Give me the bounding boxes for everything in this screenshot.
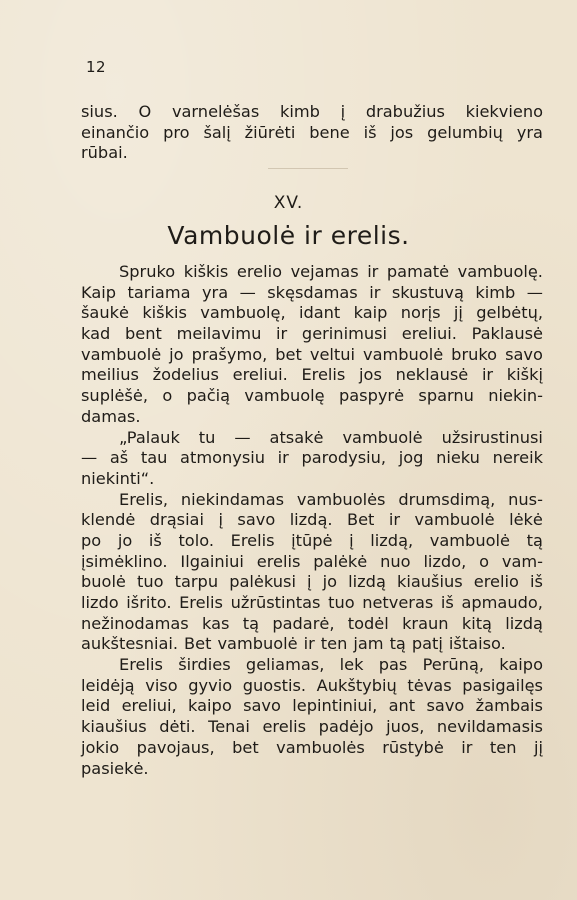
text-line [81, 324, 543, 345]
word: sparnu [418, 386, 474, 406]
text-line [81, 593, 543, 614]
word: iš [440, 593, 454, 612]
word: jos [390, 122, 414, 142]
word: ir [277, 448, 289, 468]
word: — [81, 448, 98, 468]
word: — [239, 282, 256, 302]
word: vambuolę, [200, 303, 286, 323]
word: lizdą. [289, 510, 333, 530]
word: vambuolė [217, 634, 298, 654]
word: kiškis [183, 262, 229, 281]
text-line [81, 510, 543, 531]
word: pro [163, 122, 190, 142]
word: ir [461, 737, 473, 757]
word: viso [145, 675, 178, 695]
word: lėkė [509, 510, 543, 530]
word: jos [359, 365, 382, 385]
word: o [162, 386, 173, 406]
word: tarpu [174, 572, 219, 592]
word: idant [298, 303, 341, 323]
text-line [81, 531, 543, 552]
word: ir [303, 634, 315, 654]
word: Ilgainiui [180, 551, 244, 571]
word: vejamas [290, 262, 359, 281]
text-line [81, 759, 543, 780]
text-line [81, 143, 543, 164]
word: žodelius [152, 365, 219, 385]
word: apmaudo, [461, 593, 543, 612]
word: atmonysiu [180, 448, 266, 468]
word: niekin- [488, 386, 543, 406]
word: kiaušius [396, 572, 463, 592]
word: guostis. [242, 675, 307, 695]
word: pasigailęs [462, 675, 543, 695]
word: kiškis [142, 303, 187, 323]
word: lizdo, [423, 551, 467, 571]
word: skustuvą [391, 282, 464, 302]
word: kiaušius [81, 717, 147, 737]
word: gerinimusi [301, 324, 388, 344]
word: Erelis [179, 593, 223, 612]
word: aukštesniai. [81, 634, 179, 654]
word: suplėšė, [81, 386, 148, 406]
word: Bet [184, 634, 212, 654]
word: palėkė [313, 551, 368, 571]
word: į [349, 530, 354, 550]
word: nus- [508, 489, 543, 509]
text-line [81, 448, 543, 469]
word: tau [140, 448, 168, 468]
word: vambuolė [429, 530, 510, 550]
word: pačią [186, 386, 231, 406]
word: iš [530, 572, 543, 592]
word: jokio [81, 737, 120, 757]
word: į [307, 572, 312, 592]
word: jo [169, 344, 184, 364]
word: jo [117, 530, 133, 550]
word: Aukštybių [316, 675, 397, 695]
text-line [81, 614, 543, 635]
word: erelio [236, 262, 283, 281]
word: širdies [178, 655, 231, 675]
word: įsimėklino. [81, 551, 168, 571]
word: Bet [346, 510, 375, 530]
word: jį [453, 303, 463, 323]
word: niekinti“. [81, 468, 155, 488]
text-line [81, 407, 543, 428]
word: Tenai [208, 717, 250, 737]
word: todėl [347, 613, 389, 633]
word: Spruko [119, 262, 176, 281]
word: kas [202, 613, 230, 633]
word: po [81, 530, 102, 550]
word: lizdą [348, 572, 386, 592]
word: parodysiu, [301, 448, 387, 468]
word: aš [109, 448, 129, 468]
text-line [81, 738, 543, 759]
word: patį [411, 634, 443, 654]
word: pas [378, 655, 408, 675]
text-line [81, 102, 543, 123]
word: kaipo [499, 655, 543, 675]
text-line [81, 262, 543, 283]
word: bet [275, 344, 302, 364]
paragraph [81, 428, 543, 490]
text-line [81, 655, 543, 676]
word: lek [339, 655, 364, 675]
word: lepintiniui, [292, 696, 378, 716]
word: meilius [81, 365, 139, 385]
word: bene [309, 122, 350, 142]
text-line [81, 303, 543, 324]
word: šalį [203, 122, 231, 142]
word: yra [516, 122, 543, 142]
word: pavojaus, [136, 737, 215, 757]
word: nevildamasis [436, 717, 543, 737]
word: Paklausė [471, 324, 543, 344]
text-line [81, 552, 543, 573]
page-number: 12 [86, 58, 107, 76]
word: tu [198, 427, 216, 447]
word: vambuolę. [457, 262, 543, 281]
word: ereliui. [232, 365, 288, 385]
word: tuo [137, 572, 164, 592]
text-line [81, 676, 543, 697]
word: „Palauk [119, 427, 180, 447]
word: šaukė [81, 303, 129, 323]
word: užrūstintas [230, 593, 321, 612]
word: savo [243, 696, 281, 716]
word: — [526, 282, 543, 302]
word: drąsiai [149, 510, 204, 530]
word: ir [481, 365, 494, 385]
word: erelis [256, 551, 301, 571]
word: jam [353, 634, 384, 654]
word: pasiekė. [81, 758, 149, 778]
word: žambais [475, 696, 543, 716]
word: žiūrėti [244, 122, 296, 142]
word: iš [148, 530, 162, 550]
word: savo [426, 696, 465, 716]
word: vambuolės [296, 489, 386, 509]
word: meilavimu [176, 324, 262, 344]
word: leid [81, 696, 111, 716]
word: kraun [402, 613, 449, 633]
text-line [81, 365, 543, 386]
word: užsirustinusi [441, 427, 543, 447]
word: atsakė [269, 427, 324, 447]
word: gelumbių [427, 122, 503, 142]
word: ten [320, 634, 348, 654]
text-line [81, 717, 543, 738]
word: bet [232, 737, 259, 757]
word: varnelėšas [171, 102, 260, 121]
word: erelio [473, 572, 519, 592]
word: ereliui, [121, 696, 177, 716]
word: ir [388, 510, 401, 530]
word: juos, [386, 717, 425, 737]
text-line [81, 386, 543, 407]
word: palėkusi [229, 572, 296, 592]
word: kaipo [188, 696, 232, 716]
word: ereliui. [401, 324, 457, 344]
word: rūbai. [81, 143, 128, 163]
text-line [81, 345, 543, 366]
word: klendė [81, 510, 136, 530]
word: netveras [362, 593, 434, 612]
word: Kaip [81, 282, 117, 302]
word: erelis [262, 717, 307, 737]
word: lizdą, [370, 530, 414, 550]
word: ten [489, 737, 517, 757]
word: ištaiso. [448, 634, 506, 654]
word: iš [363, 122, 377, 142]
word: vam- [501, 551, 543, 571]
word: neklausė [395, 365, 469, 385]
word: tą [526, 530, 543, 550]
word: yra [201, 282, 229, 302]
word: ant [388, 696, 416, 716]
word: tą [242, 613, 260, 633]
text-line [81, 123, 543, 144]
word: bent [125, 324, 162, 344]
word: rūstybė [382, 737, 444, 757]
word: vambuolė [81, 344, 162, 364]
word: Perūną, [422, 655, 485, 675]
word: Erelis [230, 530, 275, 550]
word: Erelis [119, 655, 163, 675]
word: nežinodamas [81, 613, 189, 633]
word: savo [505, 344, 543, 364]
word: ir [369, 282, 381, 302]
word: kimb [475, 282, 516, 302]
word: kiškį [506, 365, 543, 385]
word: tuo [328, 593, 355, 612]
word: bruko [451, 344, 498, 364]
word: vambuolė [363, 344, 444, 364]
word: buolė [81, 572, 126, 592]
word: niekindamas [180, 489, 285, 509]
word: pamatė [386, 262, 450, 281]
word: padarė, [272, 613, 335, 633]
text-line [81, 634, 543, 655]
word: į [218, 510, 223, 530]
word: dėti. [159, 717, 196, 737]
word: jog [398, 448, 424, 468]
word: išrito. [126, 593, 172, 612]
word: tolo. [178, 530, 214, 550]
word: vambuolės [276, 737, 365, 757]
chapter-title: Vambuolė ir erelis. [167, 221, 410, 250]
word: einančio [81, 122, 150, 142]
word: O [138, 102, 152, 121]
word: kiekvieno [465, 102, 543, 121]
text-line [81, 283, 543, 304]
word: lizdo [81, 593, 119, 612]
word: vambuolė [414, 510, 495, 530]
word: drumsdimą, [398, 489, 496, 509]
word: nuo [380, 551, 411, 571]
text-line [81, 572, 543, 593]
word: jo [322, 572, 338, 592]
word: Erelis [301, 365, 346, 385]
word: norįs [400, 303, 441, 323]
word: nieku [436, 448, 480, 468]
intro-paragraph [81, 102, 543, 164]
paragraph [81, 490, 543, 656]
word: tą [389, 634, 406, 654]
chapter-number: XV. [273, 193, 304, 213]
word: kitą [461, 613, 492, 633]
word: ir [276, 324, 288, 344]
word: veltui [309, 344, 355, 364]
word: tariama [127, 282, 191, 302]
word: skęsdamas [267, 282, 358, 302]
word: prašymo, [191, 344, 268, 364]
word: vambuolę [244, 386, 325, 406]
word: padėjo [318, 717, 374, 737]
word: — [234, 427, 251, 447]
word: o [479, 551, 490, 571]
word: drabužius [365, 102, 445, 121]
word: savo [237, 510, 276, 530]
divider-rule [268, 168, 348, 169]
word: gelbėtų, [476, 303, 543, 323]
word: kad [81, 324, 111, 344]
word: tėvas [407, 675, 452, 695]
text-line [81, 428, 543, 449]
text-line [81, 696, 543, 717]
word: Erelis, [119, 489, 169, 509]
word: ir [367, 262, 379, 281]
chapter-body [81, 262, 543, 779]
word: geliamas, [245, 655, 325, 675]
word: lizdą [505, 613, 543, 633]
word: sius. [81, 102, 118, 121]
text-line [81, 490, 543, 511]
word: damas. [81, 406, 141, 426]
word: nereik [492, 448, 543, 468]
word: vambuolė [342, 427, 423, 447]
word: kaip [353, 303, 388, 323]
text-line [81, 469, 543, 490]
word: leidėją [81, 675, 135, 695]
word: jį [533, 737, 543, 757]
paragraph [81, 655, 543, 779]
word: įtūpė [291, 530, 333, 550]
word: paspyrė [338, 386, 405, 406]
paragraph [81, 262, 543, 428]
word: į [340, 102, 346, 121]
word: gyvio [188, 675, 233, 695]
word: kimb [279, 102, 320, 121]
